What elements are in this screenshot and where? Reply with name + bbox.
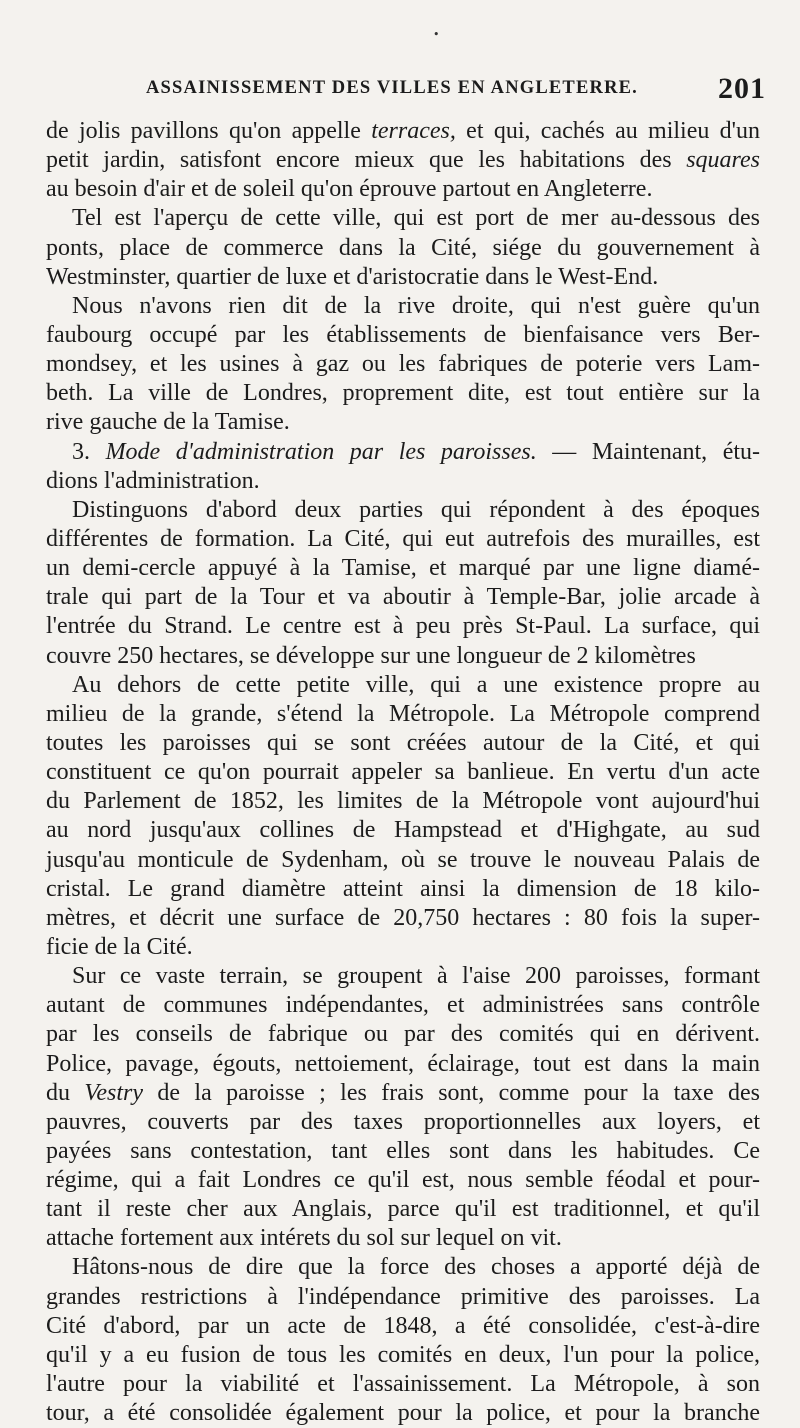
text-line [46,350,760,379]
text-segment: différentes de formation. La Cité, qui eut autrefois des murailles, est [46,525,760,552]
text-segment: du Parlement de 1852, les limites de la Métropole vont aujourd'hui [46,788,760,815]
text-line [46,1224,760,1253]
text-line [46,117,760,146]
text-line [46,234,760,263]
italic-text: Mode d'administration par les paroisses. [105,438,537,465]
text-segment: qu'il y a eu fusion de tous les comités en deux, l'un pour la police, [46,1341,760,1368]
text-line [46,758,760,787]
text-line [46,438,760,467]
text-segment: mondsey, et les usines à gaz ou les fabriques de poterie vers Lam- [46,351,760,378]
text-line [46,263,760,292]
text-segment: Distinguons d'abord deux parties qui répondent à des époques [72,496,760,523]
text-segment: 3. [72,438,106,465]
text-segment: constituent ce qu'on pourrait appeler sa banlieue. En vertu d'un acte [46,759,760,786]
text-line [46,612,760,641]
text-line [46,1050,760,1079]
text-segment: un demi-cercle appuyé à la Tamise, et marqué par une ligne diamé- [46,555,760,582]
text-segment: beth. La ville de Londres, proprement dite, est tout entière sur la [46,380,760,407]
text-line [46,1195,760,1224]
text-segment: ponts, place de commerce dans la Cité, siége du gouvernement à [46,234,760,261]
text-line [46,292,760,321]
text-segment: tour, a été consolidée également pour la police, et pour la branche [46,1400,760,1427]
text-segment: de la paroisse ; les frais sont, comme pour la taxe des [143,1079,761,1106]
text-segment: Nous n'avons rien dit de la rive droite, qui n'est guère qu'un [72,292,760,319]
text-line [46,1108,760,1137]
text-segment: — Maintenant, étu- [536,438,761,465]
text-line [46,321,760,350]
italic-text: squares [686,147,760,174]
text-line [46,1312,760,1341]
text-line [46,787,760,816]
text-line [46,816,760,845]
page-number: 201 [718,72,766,105]
text-segment: au besoin d'air et de soleil qu'on éprouve partout en Angleterre. [46,176,653,203]
text-line [46,467,760,496]
text-line [46,642,760,671]
text-line [46,1137,760,1166]
text-line [46,700,760,729]
text-line [46,729,760,758]
text-segment: attache fortement aux intérets du sol sur lequel on vit. [46,1225,562,1252]
text-line [46,525,760,554]
body-text [46,117,760,1428]
running-title: ASSAINISSEMENT DES VILLES EN ANGLETERRE. [146,78,638,98]
text-segment: grandes restrictions à l'indépendance primitive des paroisses. La [46,1283,760,1310]
ornament-mark: • [433,28,440,41]
text-segment: Sur ce vaste terrain, se groupent à l'aise 200 paroisses, formant [72,963,760,990]
text-segment: autant de communes indépendantes, et administrées sans contrôle [46,992,760,1019]
text-segment: dions l'administration. [46,467,260,494]
text-segment: cristal. Le grand diamètre atteint ainsi la dimension de 18 kilo- [46,875,760,902]
text-line [46,204,760,233]
text-line [46,933,760,962]
text-segment: Cité d'abord, par un acte de 1848, a été consolidée, c'est-à-dire [46,1312,760,1339]
text-line [46,1341,760,1370]
italic-text: terraces, [371,118,456,144]
text-segment: jusqu'au monticule de Sydenham, où se trouve le nouveau Palais de [46,846,760,873]
text-line [46,496,760,525]
text-line [46,1079,760,1108]
text-line [46,904,760,933]
running-head [128,72,768,106]
text-segment: milieu de la grande, s'étend la Métropole. La Métropole comprend [46,700,760,727]
text-segment: couvre 250 hectares, se développe sur une longueur de 2 kilomètres [46,642,696,669]
text-line [46,875,760,904]
text-line [46,1020,760,1049]
text-segment: Au dehors de cette petite ville, qui a une existence propre au [72,671,760,698]
text-line [46,408,760,437]
text-line [46,991,760,1020]
text-segment: au nord jusqu'aux collines de Hampstead et d'Highgate, au sud [46,817,760,844]
text-line [46,1399,760,1428]
text-segment: petit jardin, satisfont encore mieux que les habitations des [46,147,687,174]
text-line [46,1253,760,1282]
text-line [46,846,760,875]
text-segment: Hâtons-nous de dire que la force des choses a apporté déjà de [72,1254,760,1281]
text-line [46,554,760,583]
text-segment: trale qui part de la Tour et va aboutir à Temple-Bar, jolie arcade à [46,584,760,611]
text-line [46,671,760,700]
text-segment: régime, qui a fait Londres ce qu'il est, nous semble féodal et pour- [46,1167,760,1194]
text-segment: de jolis pavillons qu'on appelle [46,118,372,144]
text-segment: par les conseils de fabrique ou par des comités qui en dérivent. [46,1021,760,1048]
text-segment: faubourg occupé par les établissements de bienfaisance vers Ber- [46,321,760,348]
text-line [46,1370,760,1399]
text-segment: l'entrée du Strand. Le centre est à peu près St-Paul. La surface, qui [46,613,760,640]
text-segment: pauvres, couverts par des taxes proportionnelles aux loyers, et [46,1108,760,1135]
text-segment: payées sans contestation, tant elles sont dans les habitudes. Ce [46,1137,760,1164]
text-segment: toutes les paroisses qui se sont créées autour de la Cité, et qui [46,729,760,756]
text-segment: Tel est l'aperçu de cette ville, qui est port de mer au-dessous des [72,205,760,232]
text-segment: mètres, et décrit une surface de 20,750 hectares : 80 fois la super- [46,904,760,931]
text-segment: l'autre pour la viabilité et l'assainissement. La Métropole, à son [46,1371,760,1398]
text-segment: Westminster, quartier de luxe et d'aristocratie dans le West-End. [46,263,659,290]
text-line [46,146,760,175]
text-segment: tant il reste cher aux Anglais, parce qu'il est traditionnel, et qu'il [46,1196,760,1223]
text-line [46,175,760,204]
text-line [46,583,760,612]
text-line [46,1283,760,1312]
text-segment: ficie de la Cité. [46,933,193,960]
text-segment: rive gauche de la Tamise. [46,409,290,436]
text-segment: du [46,1079,85,1106]
text-segment: et qui, cachés au milieu d'un [455,118,760,144]
text-segment: Police, pavage, égouts, nettoiement, éclairage, tout est dans la main [46,1050,760,1077]
italic-text: Vestry [84,1079,144,1106]
text-line [46,379,760,408]
text-line [46,962,760,991]
text-line [46,1166,760,1195]
